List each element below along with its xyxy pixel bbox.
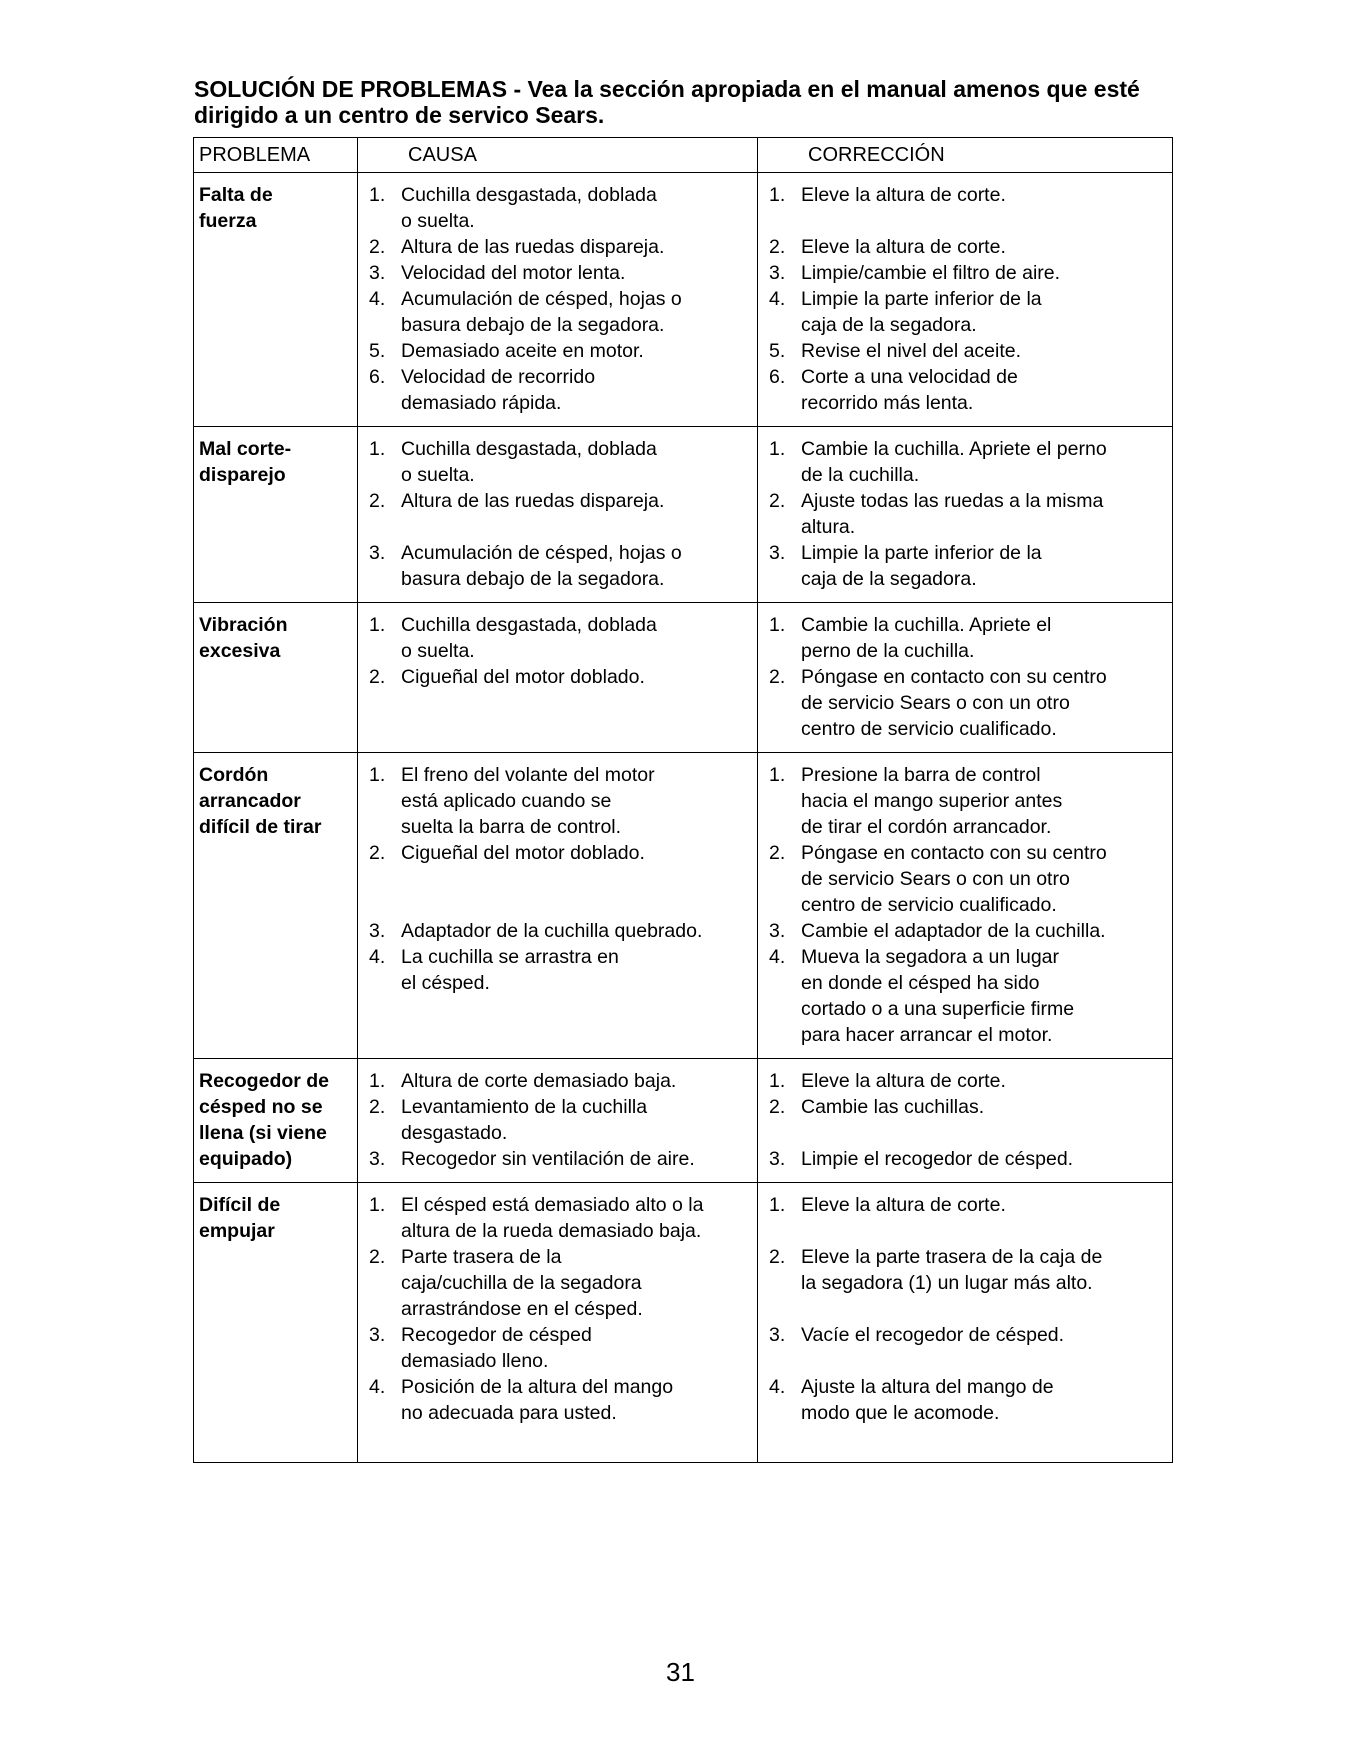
item-number: 2. [769,1246,786,1268]
problem-cell [194,173,358,427]
problem-cell [194,603,358,753]
item-line: Cuchilla desgastada, doblada [401,614,657,636]
item-line: de servicio Sears o con un otro [801,868,1070,890]
item-line: Parte trasera de la [401,1246,562,1268]
item-text [401,260,753,286]
item-text [801,840,1168,918]
item-number: 2. [369,1096,386,1118]
table-row [194,427,1173,603]
item-line: caja/cuchilla de la segadora [401,1272,642,1294]
problem-cell [194,1183,358,1463]
item-line: altura. [801,516,856,538]
problem-line: Vibración [199,614,288,636]
correction-item [763,1094,1168,1146]
correction-item [763,286,1168,338]
cause-cell [358,603,758,753]
item-line: está aplicado cuando se [401,790,612,812]
problem-line: Recogedor de [199,1070,330,1092]
item-line: Acumulación de césped, hojas o [401,288,682,310]
item-number: 3. [769,1148,786,1170]
item-line: cortado o a una superficie firme [801,998,1075,1020]
item-text [401,1146,753,1172]
cause-item [363,436,753,488]
item-line: Limpie/cambie el filtro de aire. [801,262,1061,284]
item-line: Acumulación de césped, hojas o [401,542,682,564]
item-text [401,664,753,690]
item-line: caja de la segadora. [801,568,977,590]
item-number: 4. [769,1376,786,1398]
table-row [194,173,1173,427]
correction-cell [758,753,1173,1059]
cause-cell [358,1059,758,1183]
item-line [401,892,753,918]
item-line: El freno del volante del motor [401,764,655,786]
item-number: 2. [769,842,786,864]
table-row [194,753,1173,1059]
item-line: Adaptador de la cuchilla quebrado. [401,920,703,942]
item-line: la segadora (1) un lugar más alto. [801,1272,1093,1294]
item-text [801,1374,1168,1452]
item-line: Posición de la altura del mango [401,1376,674,1398]
correction-cell [758,173,1173,427]
correction-item [763,540,1168,592]
problem-line: llena (si viene [199,1122,327,1144]
item-number: 1. [769,764,786,786]
item-line: La cuchilla se arrastra en [401,946,619,968]
item-text [801,182,1168,234]
cause-item [363,260,753,286]
item-line: Recogedor de césped [401,1324,592,1346]
item-line: centro de servicio cualificado. [801,894,1057,916]
item-number: 2. [369,490,386,512]
item-text [401,364,753,416]
item-text [801,1094,1168,1146]
cause-item [363,540,753,592]
item-line: Corte a una velocidad de [801,366,1018,388]
correction-item [763,612,1168,664]
item-line: para hacer arrancar el motor. [801,1024,1053,1046]
page-title: SOLUCIÓN DE PROBLEMAS - Vea la sección apropiada en el manual amenos que esté dirigido a un centro de servico Sears. [194,76,1140,128]
table-header-row [194,138,1173,173]
cause-item [363,612,753,664]
item-line: Presione la barra de control [801,764,1041,786]
item-text [401,234,753,260]
correction-item [763,664,1168,742]
item-number: 2. [769,666,786,688]
item-line: no adecuada para usted. [401,1402,617,1424]
problem-line: excesiva [199,640,281,662]
item-number: 1. [369,1070,386,1092]
item-line: Cambie las cuchillas. [801,1096,985,1118]
item-line [801,1348,1168,1374]
cause-item [363,182,753,234]
item-line: Revise el nivel del aceite. [801,340,1022,362]
item-line [801,1426,1168,1452]
item-line: hacia el mango superior antes [801,790,1063,812]
item-text [801,540,1168,592]
item-number: 2. [769,490,786,512]
item-number: 2. [369,842,386,864]
item-number: 1. [769,1194,786,1216]
item-line: Limpie la parte inferior de la [801,288,1042,310]
item-line [401,1022,753,1048]
item-number: 2. [369,1246,386,1268]
item-line: Cuchilla desgastada, doblada [401,184,657,206]
item-line [801,1120,1168,1146]
item-line: Velocidad del motor lenta. [401,262,626,284]
item-line: Vacíe el recogedor de césped. [801,1324,1065,1346]
item-text [801,1146,1168,1172]
item-number: 6. [769,366,786,388]
item-line: en donde el césped ha sido [801,972,1040,994]
item-text [401,182,753,234]
item-line: Cuchilla desgastada, doblada [401,438,657,460]
item-number: 1. [769,614,786,636]
correction-item [763,436,1168,488]
item-line: Eleve la altura de corte. [801,1194,1006,1216]
item-line [801,1296,1168,1322]
item-number: 3. [769,542,786,564]
item-number: 2. [369,236,386,258]
cause-cell [358,1183,758,1463]
item-line: demasiado rápida. [401,392,562,414]
correction-item [763,1192,1168,1244]
problem-line: arrancador [199,790,301,812]
item-text [401,1192,753,1244]
item-number: 5. [369,340,386,362]
item-number: 1. [769,1070,786,1092]
item-number: 2. [769,236,786,258]
item-line: Eleve la parte trasera de la caja de [801,1246,1103,1268]
item-text [401,436,753,488]
item-text [801,234,1168,260]
cause-item [363,1322,753,1374]
item-line: Eleve la altura de corte. [801,184,1006,206]
item-line: El césped está demasiado alto o la [401,1194,704,1216]
correction-item [763,840,1168,918]
item-text [401,944,753,1048]
item-line: o suelta. [401,464,475,486]
correction-item [763,364,1168,416]
item-text [401,1374,753,1452]
item-text [401,918,753,944]
item-line: altura de la rueda demasiado baja. [401,1220,702,1242]
item-line [401,866,753,892]
item-number: 6. [369,366,386,388]
cause-item [363,286,753,338]
item-text [401,488,753,540]
item-line: Eleve la altura de corte. [801,236,1006,258]
item-line: de la cuchilla. [801,464,920,486]
item-text [801,436,1168,488]
cause-item [363,918,753,944]
cause-item [363,762,753,840]
problem-line: Mal corte- [199,438,292,460]
item-number: 1. [369,184,386,206]
item-line: basura debajo de la segadora. [401,568,665,590]
table-row [194,1183,1173,1463]
item-number: 3. [369,1324,386,1346]
correction-cell [758,427,1173,603]
item-text [801,1192,1168,1244]
problem-cell [194,1059,358,1183]
item-number: 3. [769,920,786,942]
item-number: 1. [369,764,386,786]
item-line: suelta la barra de control. [401,816,622,838]
item-number: 3. [369,920,386,942]
item-line: Levantamiento de la cuchilla [401,1096,648,1118]
header-correccion: CORRECCIÓN [758,138,1173,173]
correction-cell [758,603,1173,753]
item-line: Póngase en contacto con su centro [801,842,1107,864]
item-line: Recogedor sin ventilación de aire. [401,1148,695,1170]
item-text [401,540,753,592]
item-text [401,286,753,338]
item-text [801,1322,1168,1374]
item-line: caja de la segadora. [801,314,977,336]
cause-item [363,338,753,364]
item-text [801,338,1168,364]
table-row [194,603,1173,753]
problem-line: Falta de [199,184,273,206]
cause-item [363,664,753,690]
problem-line: césped no se [199,1096,323,1118]
item-number: 5. [769,340,786,362]
cause-item [363,1146,753,1172]
problem-cell [194,427,358,603]
item-text [801,1068,1168,1094]
problem-line: difícil de tirar [199,816,322,838]
item-line: Ajuste todas las ruedas a la misma [801,490,1104,512]
correction-item [763,1374,1168,1452]
correction-item [763,260,1168,286]
item-line: Cambie el adaptador de la cuchilla. [801,920,1106,942]
cause-item [363,944,753,1048]
item-text [801,918,1168,944]
item-line: Altura de corte demasiado baja. [401,1070,677,1092]
problem-cell [194,753,358,1059]
correction-item [763,1146,1168,1172]
item-line: Velocidad de recorrido [401,366,596,388]
item-text [801,286,1168,338]
item-line: Cambie la cuchilla. Apriete el [801,614,1052,636]
correction-item [763,1068,1168,1094]
item-number: 3. [769,1324,786,1346]
item-text [801,1244,1168,1322]
problem-line: disparejo [199,464,286,486]
item-line: de tirar el cordón arrancador. [801,816,1052,838]
cause-item [363,1068,753,1094]
correction-item [763,1322,1168,1374]
item-line [401,1426,753,1452]
cause-item [363,234,753,260]
item-text [401,612,753,664]
item-number: 1. [369,1194,386,1216]
item-number: 4. [769,946,786,968]
cause-item [363,364,753,416]
correction-item [763,234,1168,260]
correction-item [763,918,1168,944]
item-line: basura debajo de la segadora. [401,314,665,336]
item-text [401,762,753,840]
item-number: 2. [369,666,386,688]
table-row [194,1059,1173,1183]
problem-line: Difícil de [199,1194,281,1216]
item-text [801,762,1168,840]
item-line: Altura de las ruedas dispareja. [401,236,665,258]
header-problema: PROBLEMA [194,138,358,173]
item-number: 2. [769,1096,786,1118]
item-text [801,488,1168,540]
cause-item [363,1374,753,1452]
item-text [801,260,1168,286]
cause-cell [358,173,758,427]
cause-cell [358,427,758,603]
troubleshooting-table [193,137,1173,1463]
item-number: 3. [769,262,786,284]
item-line: demasiado lleno. [401,1350,549,1372]
item-number: 4. [369,1376,386,1398]
item-number: 1. [369,438,386,460]
item-line: recorrido más lenta. [801,392,974,414]
item-line: Limpie el recogedor de césped. [801,1148,1074,1170]
item-line: desgastado. [401,1122,508,1144]
item-line: Demasiado aceite en motor. [401,340,644,362]
correction-item [763,182,1168,234]
item-line: Limpie la parte inferior de la [801,542,1042,564]
problem-line: Cordón [199,764,269,786]
table-body [194,173,1173,1463]
header-causa: CAUSA [358,138,758,173]
item-line: Mueva la segadora a un lugar [801,946,1060,968]
item-text [401,1068,753,1094]
item-line: de servicio Sears o con un otro [801,692,1070,714]
item-number: 3. [369,542,386,564]
cause-cell [358,753,758,1059]
item-line: Póngase en contacto con su centro [801,666,1107,688]
item-text [401,338,753,364]
item-line: Cigueñal del motor doblado. [401,842,645,864]
item-text [801,364,1168,416]
item-number: 1. [769,184,786,206]
item-line [401,514,753,540]
item-text [801,944,1168,1048]
item-text [801,664,1168,742]
item-number: 1. [769,438,786,460]
item-text [401,1322,753,1374]
item-text [401,1244,753,1322]
item-line [801,1218,1168,1244]
item-text [801,612,1168,664]
cause-item [363,488,753,540]
cause-item [363,1192,753,1244]
item-line: Cambie la cuchilla. Apriete el perno [801,438,1107,460]
problem-line: equipado) [199,1148,293,1170]
item-line: Cigueñal del motor doblado. [401,666,645,688]
problem-line: empujar [199,1220,275,1242]
page-number: 31 [666,1657,695,1687]
item-line: o suelta. [401,210,475,232]
item-number: 3. [369,262,386,284]
item-line: Eleve la altura de corte. [801,1070,1006,1092]
item-text [401,840,753,918]
problem-line: fuerza [199,210,257,232]
correction-item [763,944,1168,1048]
correction-cell [758,1183,1173,1463]
item-text [401,1094,753,1146]
item-number: 1. [369,614,386,636]
item-line [801,208,1168,234]
item-number: 4. [369,946,386,968]
item-line: centro de servicio cualificado. [801,718,1057,740]
item-line: el césped. [401,972,490,994]
cause-item [363,840,753,918]
correction-item [763,1244,1168,1322]
cause-item [363,1094,753,1146]
correction-cell [758,1059,1173,1183]
item-number: 3. [369,1148,386,1170]
item-line: arrastrándose en el césped. [401,1298,643,1320]
item-number: 4. [769,288,786,310]
correction-item [763,338,1168,364]
item-line: Altura de las ruedas dispareja. [401,490,665,512]
item-line [401,996,753,1022]
correction-item [763,488,1168,540]
item-line: o suelta. [401,640,475,662]
item-line: perno de la cuchilla. [801,640,975,662]
cause-item [363,1244,753,1322]
item-line: Ajuste la altura del mango de [801,1376,1054,1398]
item-line: modo que le acomode. [801,1402,1000,1424]
item-number: 4. [369,288,386,310]
correction-item [763,762,1168,840]
